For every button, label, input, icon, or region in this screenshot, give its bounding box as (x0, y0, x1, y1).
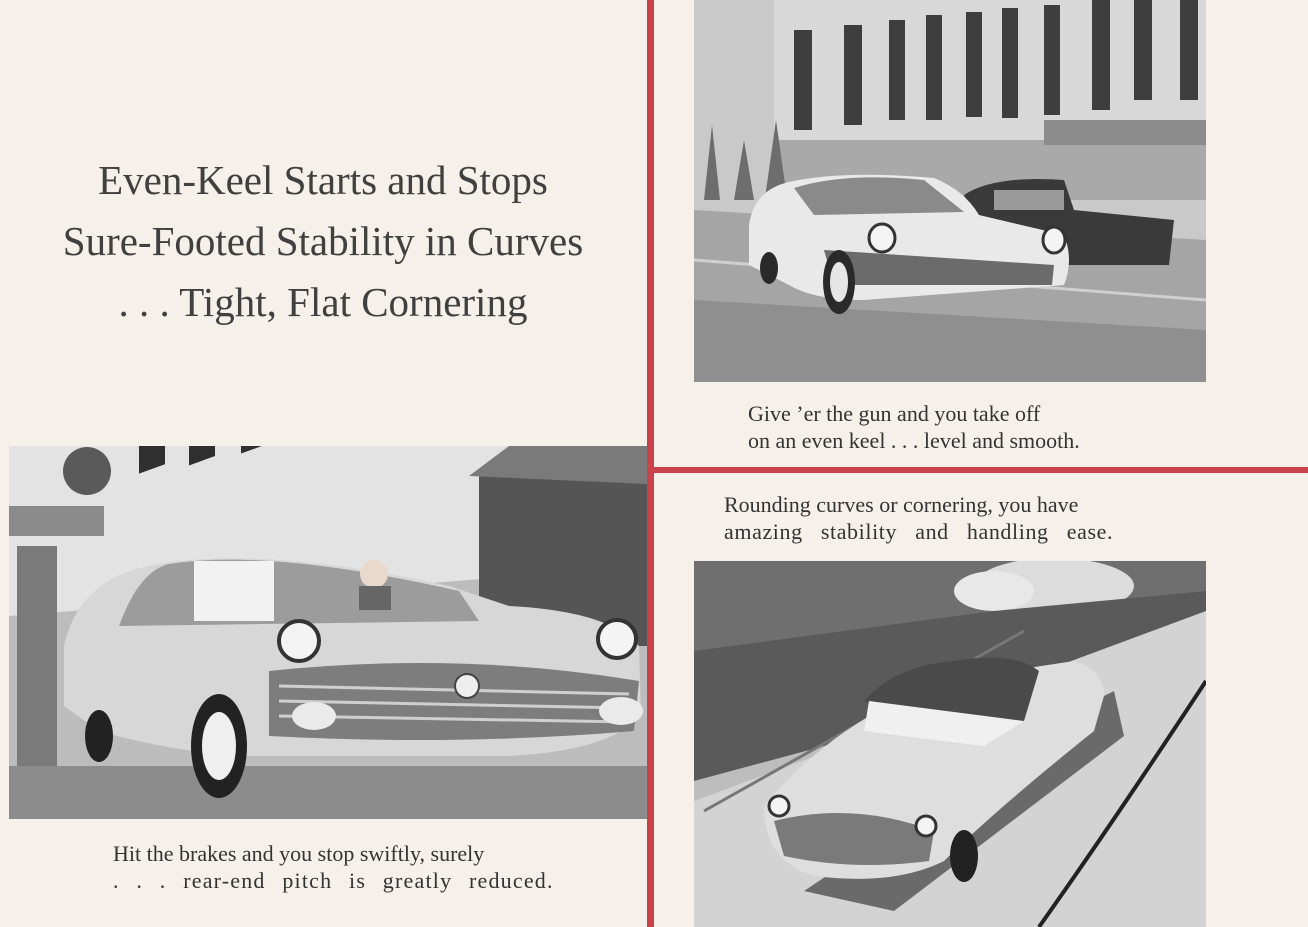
headline-line-3: . . . Tight, Flat Cornering (118, 279, 528, 325)
caption-starting-line-1: Give ’er the gun and you take off (748, 401, 1041, 426)
caption-cornering-line-2: amazing stability and handling ease. (724, 519, 1114, 544)
illustration-car-starting (694, 0, 1206, 382)
illustration-car-braking (9, 446, 647, 819)
headline-line-2: Sure-Footed Stability in Curves (62, 218, 584, 264)
headline (0, 150, 646, 333)
vertical-red-rule (647, 0, 654, 927)
caption-cornering (724, 491, 1164, 545)
caption-cornering-line-1: Rounding curves or cornering, you have (724, 492, 1079, 517)
caption-starting (748, 400, 1138, 454)
car-braking-image (9, 446, 647, 819)
car-cornering-image (694, 561, 1206, 927)
car-starting-image (694, 0, 1206, 382)
caption-braking-line-1: Hit the brakes and you stop swiftly, surely (113, 841, 485, 866)
illustration-car-cornering (694, 561, 1206, 927)
headline-line-1: Even-Keel Starts and Stops (98, 157, 548, 203)
horizontal-red-rule (654, 467, 1308, 473)
caption-starting-line-2: on an even keel . . . level and smooth. (748, 428, 1080, 453)
caption-braking (113, 840, 588, 894)
caption-braking-line-2: . . . rear-end pitch is greatly reduced. (113, 868, 554, 893)
